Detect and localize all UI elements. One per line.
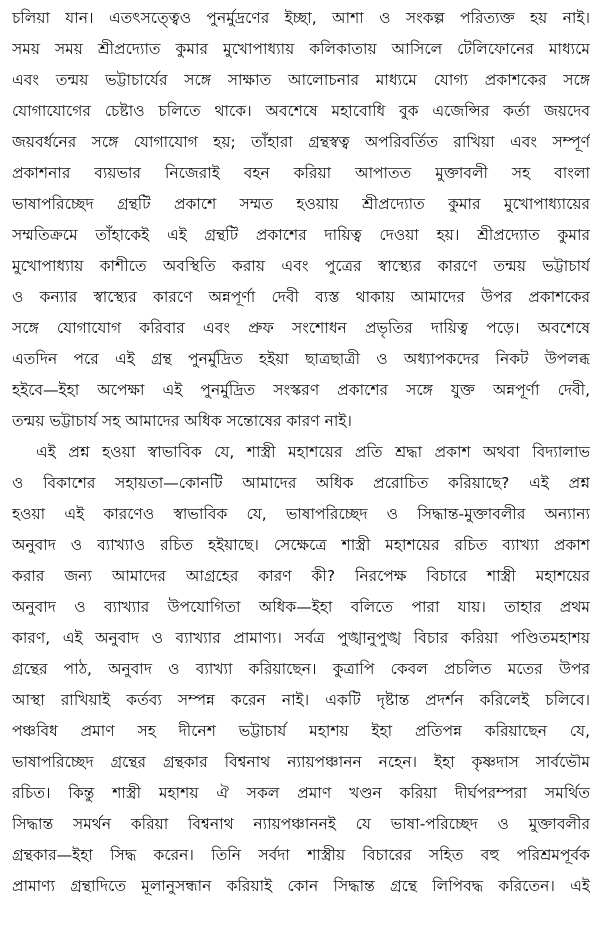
text-line: ভাষাপরিচ্ছেদ গ্রন্থটি প্রকাশে সম্মত হওয়ায় শ্রীপ্রদ্যোত কুমার মুখোপাধ্যায়ের — [12, 195, 590, 213]
text-line: তন্ময় ভট্টাচার্য সহ আমাদের অধিক সন্তোষের কারণ নাই। — [12, 412, 352, 430]
text-line: অনুবাদ ও ব্যাখ্যার উপযোগিতা অধিক—ইহা বলিতে পারা যায়। তাহার প্রথম — [12, 598, 590, 616]
text-line: সম্মতিক্রমে তাঁহাকেই এই গ্রন্থটি প্রকাশের দায়িত্ব দেওয়া হয়। শ্রীপ্রদ্যোত কুমার — [12, 226, 590, 244]
text-line: ও বিকাশের সহায়তা—কোনটি আমাদের অধিক প্ররোচিত করিয়াছে? এই প্রশ্ন — [12, 474, 590, 492]
text-line: আস্থা রাখিয়াই কর্তব্য সম্পন্ন করেন নাই। একটি দৃষ্টান্ত প্রদর্শন করিলেই চলিবে। — [12, 691, 590, 709]
text-line: প্রকাশনার ব্যয়ভার নিজেরাই বহন করিয়া আপাতত মুক্তাবলী সহ বাংলা — [12, 164, 590, 182]
text-line: সিদ্ধান্ত সমর্থন করিয়া বিশ্বনাথ ন্যায়পঞ্চাননই যে ভাষা-পরিচ্ছেদ ও মুক্তাবলীর — [12, 815, 590, 833]
text-line: প্রামাণ্য গ্রন্থাদিতে মূলানুসন্ধান করিয়াই কোন সিদ্ধান্ত গ্রন্থে লিপিবদ্ধ করিতেন। এই — [12, 877, 590, 895]
text-line: অনুবাদ ও ব্যাখ্যাও রচিত হইয়াছে। সেক্ষেত্রে শাস্ত্রী মহাশয়ের রচিত ব্যাখ্যা প্রকাশ — [12, 536, 590, 554]
text-line: ও কন্যার স্বাস্থ্যের কারণে অন্নপূর্ণা দেবী ব্যস্ত থাকায় আমাদের উপর প্রকাশকের — [12, 288, 590, 306]
text-line: হইবে—ইহা অপেক্ষা এই পুনর্মুদ্রিত সংস্করণ প্রকাশের সঙ্গে যুক্ত অন্নপূর্ণা দেবী, — [12, 381, 590, 399]
text-line: মুখোপাধ্যায় কাশীতে অবস্থিতি করায় এবং পুত্রের স্বাস্থ্যের কারণে তন্ময় ভট্টাচার্য — [12, 257, 590, 275]
text-line: করার জন্য আমাদের আগ্রহের কারণ কী? নিরপেক্ষ বিচারে শাস্ত্রী মহাশয়ের — [12, 567, 590, 585]
text-line: জয়বর্ধনের সঙ্গে যোগাযোগ হয়; তাঁহারা গ্রন্থস্বত্ব অপরিবর্তিত রাখিয়া এবং সম্পূর্ণ — [12, 133, 590, 151]
text-line: চলিয়া যান। এতৎসত্ত্বেও পুনর্মুদ্রণের ইচ্ছা, আশা ও সংকল্প পরিত্যক্ত হয় নাই। — [12, 9, 590, 27]
text-line: সময় সময় শ্রীপ্রদ্যোত কুমার মুখোপাধ্যায় কলিকাতায় আসিলে টেলিফোনের মাধ্যমে — [12, 40, 590, 58]
text-line: গ্রন্থের পাঠ, অনুবাদ ও ব্যাখ্যা করিয়াছেন। কুত্রাপি কেবল প্রচলিত মতের উপর — [12, 660, 590, 678]
text-line: সঙ্গে যোগাযোগ করিবার এবং প্রুফ সংশোধন প্রভৃতির দায়িত্ব পড়ে। অবশেষে — [12, 319, 590, 337]
text-line: যোগাযোগের চেষ্টাও চলিতে থাকে। অবশেষে মহাবোধি বুক এজেন্সির কর্তা জয়দেব — [12, 102, 590, 120]
text-line: কারণ, এই অনুবাদ ও ব্যাখ্যার প্রামাণ্য। সর্বত্র পুঙ্খানুপুঙ্খ বিচার করিয়া পণ্ডিতমহাশয় — [12, 629, 590, 647]
text-line: হওয়া এই কারণেও স্বাভাবিক যে, ভাষাপরিচ্ছেদ ও সিদ্ধান্ত-মুক্তাবলীর অন্যান্য — [12, 505, 590, 523]
text-line: রচিত। কিন্তু শাস্ত্রী মহাশয় ঐ সকল প্রমাণ খণ্ডন করিয়া দীর্ঘপরম্পরা সমর্থিত — [12, 784, 590, 802]
text-line: এতদিন পরে এই গ্রন্থ পুনর্মুদ্রিত হইয়া ছাত্রছাত্রী ও অধ্যাপকদের নিকট উপলব্ধ — [12, 350, 590, 368]
text-line: গ্রন্থকার—ইহা সিদ্ধ করেন। তিনি সর্বদা শাস্ত্রীয় বিচারের সহিত বহু পরিশ্রমপূর্বক — [12, 846, 590, 864]
text-line: এবং তন্ময় ভট্টাচার্যের সঙ্গে সাক্ষাত আলোচনার মাধ্যমে যোগ্য প্রকাশকের সঙ্গে — [12, 71, 590, 89]
text-line: পঞ্চবিধ প্রমাণ সহ দীনেশ ভট্টাচার্য মহাশয় ইহা প্রতিপন্ন করিয়াছেন যে, — [12, 722, 590, 740]
text-line: এই প্রশ্ন হওয়া স্বাভাবিক যে, শাস্ত্রী মহাশয়ের প্রতি শ্রদ্ধা প্রকাশ অথবা বিদ্যালাভ — [36, 443, 590, 461]
text-line: ভাষাপরিচ্ছেদ গ্রন্থের গ্রন্থকার বিশ্বনাথ ন্যায়পঞ্চানন নহেন। ইহা কৃষ্ণদাস সার্বভৌম — [12, 753, 590, 771]
